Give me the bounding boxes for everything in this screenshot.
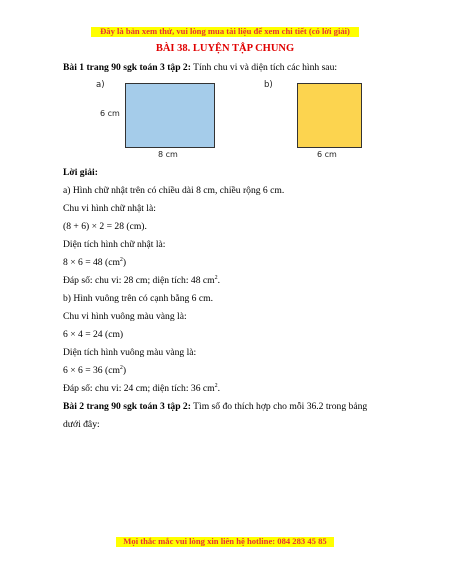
solution-line-9: 6 × 4 = 24 (cm) <box>63 329 124 340</box>
solution-line-5 <box>63 256 126 269</box>
yellow-square <box>297 83 362 148</box>
exercise-1-label: Bài 1 trang 90 sgk toán 3 tập 2: <box>63 62 191 73</box>
solution-line-12-text: Đáp số: chu vi: 24 cm; diện tích: 36 cm <box>63 383 215 394</box>
rectangle-height-label: 6 cm <box>100 109 120 118</box>
solution-line-6-sup: 2 <box>214 275 218 281</box>
solution-line-2: Chu vi hình chữ nhật là: <box>63 203 156 214</box>
solution-line-6 <box>63 274 220 287</box>
square-side-label: 6 cm <box>317 150 337 159</box>
solution-heading <box>63 166 98 179</box>
header-notice: Đây là bản xem thử, vui lòng mua tài liệu để xem chi tiết (có lời giải) <box>0 26 450 37</box>
solution-line-1: a) Hình chữ nhật trên có chiều dài 8 cm, chiều rộng 6 cm. <box>63 185 285 196</box>
figure-a-label: a) <box>96 80 105 90</box>
solution-line-10: Diện tích hình vuông màu vàng là: <box>63 347 197 358</box>
solution-heading-text: Lời giải: <box>63 167 98 178</box>
solution-line-11-text: 6 × 6 = 36 (cm <box>63 365 120 376</box>
blue-rectangle <box>125 83 215 148</box>
solution-line-6-end: . <box>217 275 221 286</box>
footer-notice: Mọi thắc mắc vui lòng xin liên hệ hotline: 084 283 45 85 <box>0 536 450 547</box>
solution-line-5-text: 8 × 6 = 48 (cm <box>63 257 120 268</box>
solution-line-12-sup: 2 <box>214 383 218 389</box>
solution-line-12 <box>63 382 220 395</box>
solution-line-11-end: ) <box>122 365 127 376</box>
exercise-2-paragraph <box>63 398 387 434</box>
exercise-1-prompt: Tính chu vi và diện tích các hình sau: <box>190 62 338 73</box>
solution-line-5-end: ) <box>122 257 127 268</box>
solution-line-11-sup: 2 <box>119 365 123 371</box>
solution-line-5-sup: 2 <box>119 257 123 263</box>
solution-line-6-text: Đáp số: chu vi: 28 cm; diện tích: 48 cm <box>63 275 215 286</box>
solution-line-8: Chu vi hình vuông màu vàng là: <box>63 311 187 322</box>
exercise-1-line <box>63 61 337 74</box>
figure-b-label: b) <box>264 80 273 90</box>
lesson-title: BÀI 38. LUYỆN TẬP CHUNG <box>155 43 295 54</box>
exercise-2-label: Bài 2 trang 90 sgk toán 3 tập 2: <box>63 401 191 412</box>
solution-line-12-end: . <box>217 383 221 394</box>
solution-line-3: (8 + 6) × 2 = 28 (cm). <box>63 221 147 232</box>
solution-line-4: Diện tích hình chữ nhật là: <box>63 239 166 250</box>
solution-line-7: b) Hình vuông trên có cạnh bằng 6 cm. <box>63 293 213 304</box>
solution-line-11 <box>63 364 126 377</box>
exercise-2-prompt: Tìm số đo thích hợp cho mỗi 36.2 trong bảng dưới đây: <box>63 401 368 430</box>
rectangle-width-label: 8 cm <box>158 150 178 159</box>
